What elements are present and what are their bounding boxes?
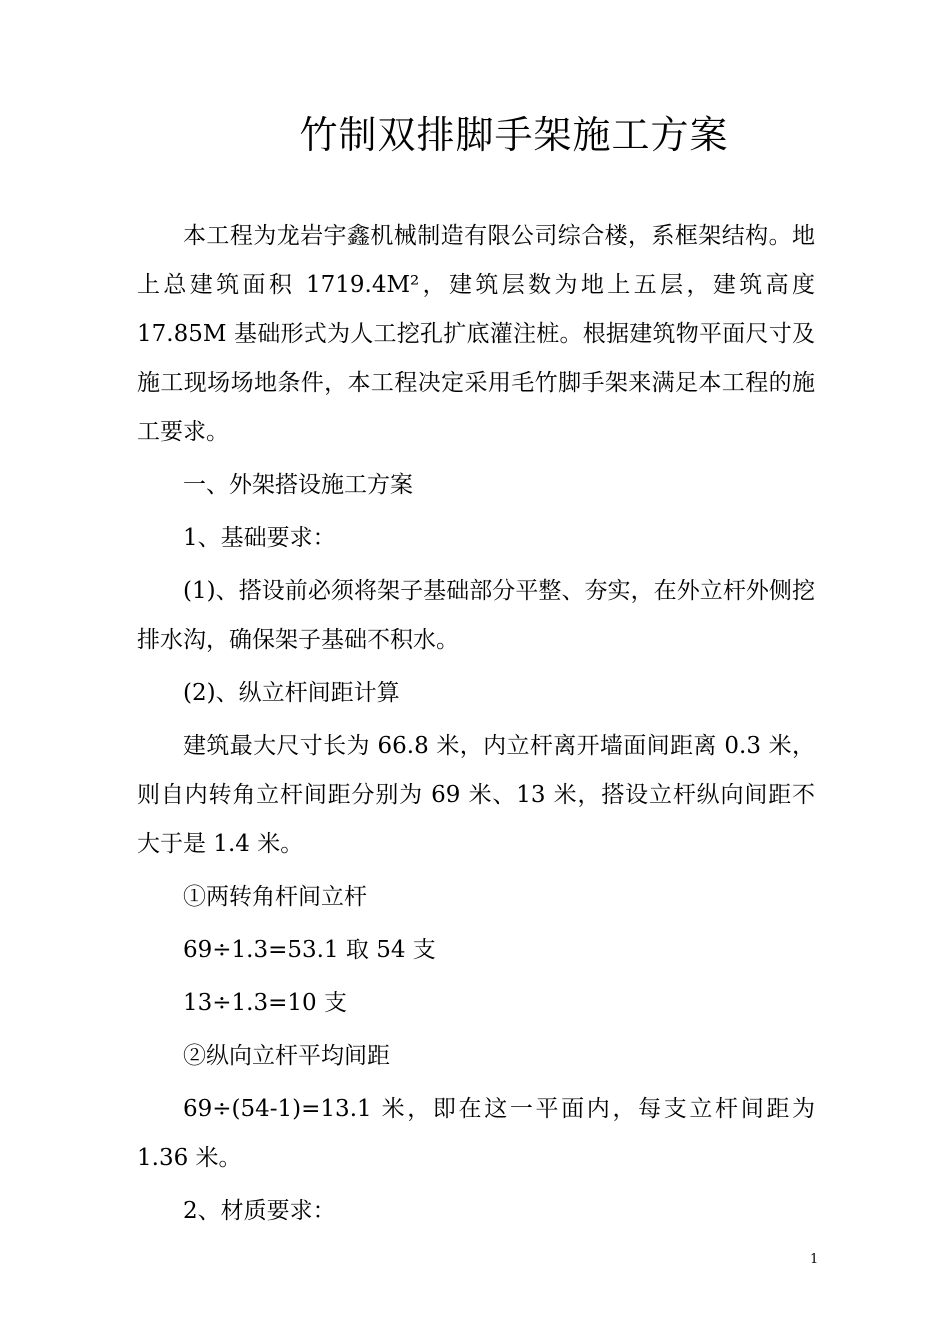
- paragraph-intro: 本工程为龙岩宇鑫机械制造有限公司综合楼，系框架结构。地上总建筑面积 1719.4M²，建筑层数为地上五层，建筑高度 17.85M 基础形式为人工挖孔扩底灌注桩。根据建筑物平面尺寸及施工现场场地条件，本工程决定采用毛竹脚手架来满足本工程的施工要求。: [137, 223, 815, 445]
- paragraph-foundation-1: (1)、搭设前必须将架子基础部分平整、夯实，在外立杆外侧挖排水沟，确保架子基础不积水。: [137, 578, 815, 653]
- calculation-line-2: 13÷1.3=10 支: [183, 990, 347, 1016]
- subsection-heading-foundation: 1、基础要求：: [183, 525, 336, 551]
- paragraph-foundation-2: (2)、纵立杆间距计算: [183, 680, 400, 706]
- calculation-line-3: 69÷(54-1)=13.1 米，即在这一平面内，每支立杆间距为 1.36 米。: [137, 1096, 815, 1171]
- list-item-average-spacing: ②纵向立杆平均间距: [183, 1043, 390, 1069]
- paragraph-dimensions: 建筑最大尺寸长为 66.8 米，内立杆离开墙面间距离 0.3 米，则自内转角立杆间距分别为 69 米、13 米，搭设立杆纵向间距不大于是 1.4 米。: [137, 733, 815, 857]
- subsection-heading-material: 2、材质要求：: [183, 1198, 336, 1224]
- section-heading-1: 一、外架搭设施工方案: [183, 472, 413, 498]
- calculation-line-1: 69÷1.3=53.1 取 54 支: [183, 937, 436, 963]
- list-item-corner-poles: ①两转角杆间立杆: [183, 884, 367, 910]
- document-title: 竹制双排脚手架施工方案: [299, 113, 729, 157]
- page-number: 1: [810, 1252, 819, 1267]
- document-body: [137, 212, 815, 1236]
